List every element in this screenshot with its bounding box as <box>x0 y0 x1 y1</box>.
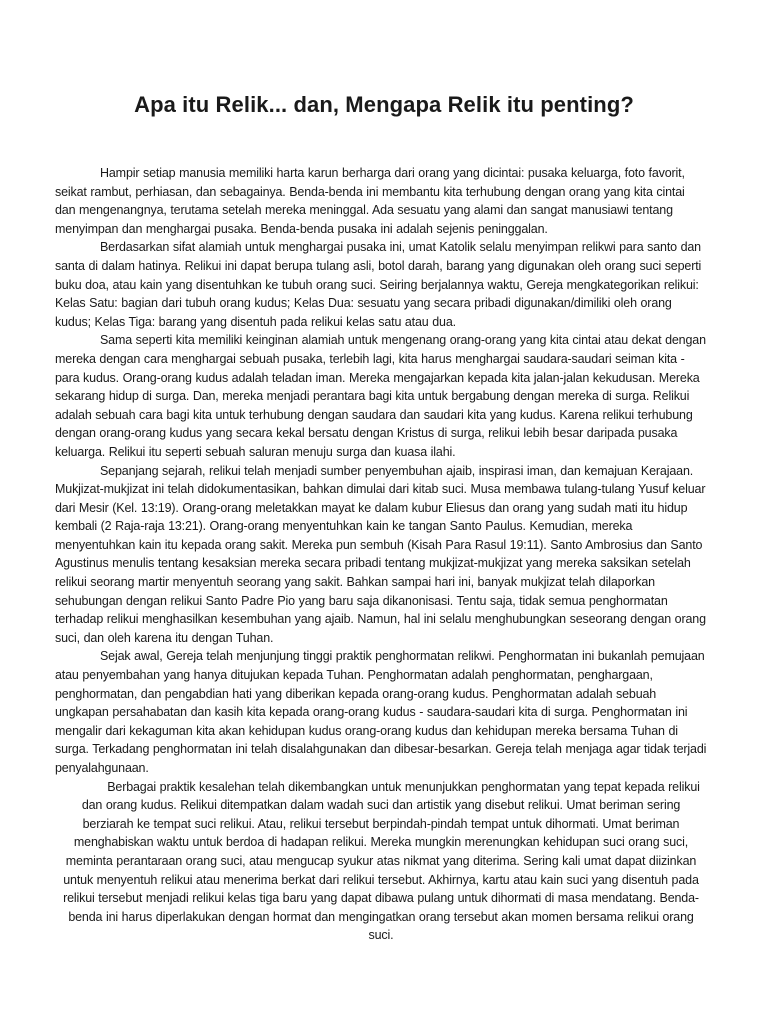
paragraph-6: Berbagai praktik kesalehan telah dikembangkan untuk menunjukkan penghormatan yang tepat kepada relikui dan orang kudus. Relikui ditempatkan dalam wadah suci dan artistik yang disebut relikui. Umat beriman sering berziarah ke tempat suci relikui. Atau, relikui tersebut berpindah-pindah tempat untuk dihormati. Umat beriman menghabiskan waktu untuk berdoa di hadapan relikui. Mereka mungkin merenungkan kehidupan suci orang suci, meminta perantaraan orang suci, atau mengucap syukur atas nikmat yang diterima. Sering kali umat dapat diizinkan untuk menyentuh relikui atau menerima berkat dari relikui tersebut. Akhirnya, kartu atau kain suci yang disentuh pada relikui tersebut menjadi relikui kelas tiga baru yang dapat dibawa pulang untuk dihormati di masa mendatang. Benda-benda ini harus diperlakukan dengan hormat dan mengingatkan orang tersebut akan momen bersama relikui orang suci. <box>63 779 700 943</box>
page-title: Apa itu Relik... dan, Mengapa Relik itu penting? <box>134 92 634 117</box>
paragraph-5: Sejak awal, Gereja telah menjunjung tinggi praktik penghormatan relikwi. Penghormatan ini bukanlah pemujaan atau penyembahan yang hanya ditujukan kepada Tuhan. Penghormatan adalah penghormatan, penghargaan, penghormatan, dan pengabdian hati yang diberikan kepada orang-orang kudus. Penghormatan adalah sebuah ungkapan persahabatan dan kasih kita kepada orang-orang kudus - saudara-saudari kita di surga. Penghormatan ini mengalir dari kekaguman kita akan kehidupan kudus orang-orang kudus dan kehidupan mereka bersama Tuhan di surga. Terkadang penghormatan ini telah disalahgunakan dan dibesar-besarkan. Gereja telah menjaga agar tidak terjadi penyalahgunaan. <box>55 649 707 775</box>
paragraph-4: Sepanjang sejarah, relikui telah menjadi sumber penyembuhan ajaib, inspirasi iman, dan kemajuan Kerajaan. Mukjizat-mukjizat ini telah didokumentasikan, bahkan dimulai dari kitab suci. Musa membawa tulang-tulang Yusuf keluar dari Mesir (Kel. 13:19). Orang-orang meletakkan mayat ke dalam kubur Eliesus dan orang yang sudah mati itu hidup kembali (2 Raja-raja 13:21). Orang-orang menyentuhkan kain ke tangan Santo Paulus. Kemudian, mereka menyentuhkan kain itu kepada orang sakit. Mereka pun sembuh (Kisah Para Rasul 19:11). Santo Ambrosius dan Santo Agustinus menulis tentang kesaksian mereka secara pribadi tentang mukjizat-mukjizat yang mereka saksikan setelah relikui seorang martir menyentuh seorang yang sakit. Bahkan sampai hari ini, banyak mukjizat telah dilaporkan sehubungan dengan relikui Santo Padre Pio yang baru saja dikanonisasi. Tentu saja, tidak semua penghormatan terhadap relikui menghasilkan kesembuhan yang ajaib. Namun, hal ini selalu menghubungkan seseorang dengan orang suci, dan oleh karena itu dengan Tuhan. <box>55 463 706 645</box>
paragraph-1: Hampir setiap manusia memiliki harta karun berharga dari orang yang dicintai: pusaka keluarga, foto favorit, seikat rambut, perhiasan, dan sebagainya. Benda-benda ini membantu kita terhubung dengan orang yang kita cintai dan mengenangnya, terutama setelah mereka meninggal. Ada sesuatu yang alami dan sangat manusiawi tentang menyimpan dan menghargai pusaka. Benda-benda pusaka ini adalah sejenis peninggalan. <box>55 166 685 236</box>
paragraph-2: Berdasarkan sifat alamiah untuk menghargai pusaka ini, umat Katolik selalu menyimpan relikwi para santo dan santa di dalam hatinya. Relikui ini dapat berupa tulang asli, botol darah, barang yang digunakan oleh orang suci seperti buku doa, atau kain yang disentuhkan ke tubuh orang suci. Seiring berjalannya waktu, Gereja mengkategorikan relikui: Kelas Satu: bagian dari tubuh orang kudus; Kelas Dua: sesuatu yang secara pribadi digunakan/dimiliki oleh orang kudus; Kelas Tiga: barang yang disentuh pada relikui kelas satu atau dua. <box>55 240 702 329</box>
document-body <box>55 164 707 945</box>
paragraph-3: Sama seperti kita memiliki keinginan alamiah untuk mengenang orang-orang yang kita cintai atau dekat dengan mereka dengan cara menghargai sebuah pusaka, terlebih lagi, kita harus menghargai saudara-saudari seiman kita - para kudus. Orang-orang kudus adalah teladan iman. Mereka mengajarkan kepada kita jalan-jalan kekudusan. Mereka sekarang hidup di surga. Dan, mereka menjadi perantara bagi kita untuk bergabung dengan mereka di surga. Relikui adalah sebuah cara bagi kita untuk terhubung dengan saudara dan saudari kita yang kudus. Karena relikui terhubung dengan orang-orang kudus yang secara kekal bersatu dengan Kristus di surga, relikui lebih besar daripada pusaka keluarga. Relikui itu seperti sebuah saluran menuju surga dan kuasa ilahi. <box>55 333 706 459</box>
